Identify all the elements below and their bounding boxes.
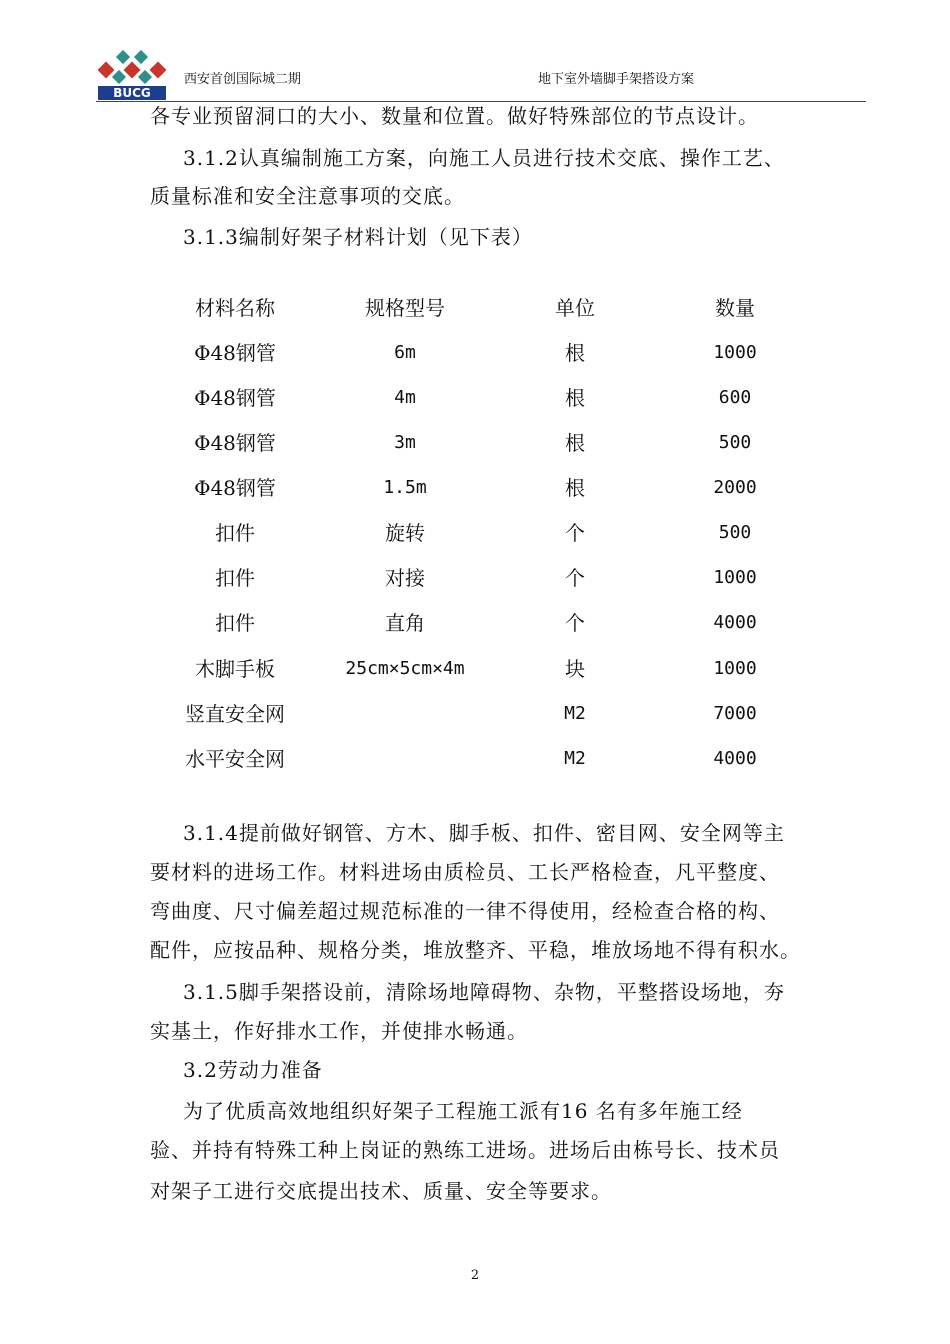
table-cell-quantity: 4000: [713, 748, 757, 769]
table-cell-quantity: 1000: [713, 567, 757, 588]
paragraph-line: 各专业预留洞口的大小、数量和位置。做好特殊部位的节点设计。: [150, 104, 759, 128]
table-cell-quantity: 1000: [713, 658, 757, 679]
paragraph-line: 质量标准和安全注意事项的交底。: [150, 184, 465, 208]
table-header-name: 材料名称: [195, 296, 275, 320]
table-cell-name: Φ48钢管: [194, 476, 276, 500]
table-cell-spec: 6m: [394, 342, 416, 363]
table-cell-unit: M2: [564, 748, 586, 769]
table-cell-quantity: 500: [718, 432, 752, 453]
table-cell-name: Φ48钢管: [194, 431, 276, 455]
header-rule: [96, 101, 866, 102]
table-cell-quantity: 500: [718, 522, 752, 543]
table-cell-spec: 3m: [394, 432, 416, 453]
table-cell-spec: 4m: [394, 387, 416, 408]
paragraph-line: 为了优质高效地组织好架子工程施工派有16 名有多年施工经: [183, 1099, 743, 1123]
table-cell-unit: 个: [565, 521, 585, 545]
table-cell-spec: 25cm×5cm×4m: [345, 658, 465, 679]
paragraph-line: 要材料的进场工作。材料进场由质检员、工长严格检查，凡平整度、: [150, 860, 780, 884]
page-header: [96, 40, 866, 102]
table-cell-quantity: 7000: [713, 703, 757, 724]
table-cell-unit: 个: [565, 611, 585, 635]
table-cell-unit: 根: [565, 476, 585, 500]
paragraph-line: 对架子工进行交底提出技术、质量、安全等要求。: [150, 1179, 612, 1203]
table-cell-unit: 根: [565, 386, 585, 410]
paragraph-line: 配件，应按品种、规格分类，堆放整齐、平稳，堆放场地不得有积水。: [150, 938, 801, 962]
bucg-logo-icon: [96, 46, 168, 102]
header-project-name: 西安首创国际城二期: [184, 72, 302, 87]
paragraph-line: 3.1.2认真编制施工方案，向施工人员进行技术交底、操作工艺、: [183, 146, 785, 170]
table-cell-spec: 旋转: [385, 521, 425, 545]
table-cell-unit: M2: [564, 703, 586, 724]
table-cell-spec: 对接: [385, 566, 425, 590]
table-header-quantity: 数量: [715, 296, 755, 320]
table-header-spec: 规格型号: [365, 296, 445, 320]
table-cell-quantity: 600: [718, 387, 752, 408]
paragraph-line: 3.1.3编制好架子材料计划（见下表）: [183, 225, 533, 249]
table-cell-unit: 根: [565, 341, 585, 365]
table-cell-unit: 块: [565, 657, 585, 681]
table-cell-spec: 直角: [385, 611, 425, 635]
table-cell-unit: 根: [565, 431, 585, 455]
table-cell-name: 扣件: [215, 521, 255, 545]
table-cell-name: Φ48钢管: [194, 341, 276, 365]
page-number: 2: [470, 1268, 480, 1283]
table-cell-quantity: 4000: [713, 612, 757, 633]
section-heading: 3.2劳动力准备: [183, 1058, 323, 1082]
table-cell-name: 扣件: [215, 566, 255, 590]
table-cell-unit: 个: [565, 566, 585, 590]
table-cell-quantity: 2000: [713, 477, 757, 498]
paragraph-line: 实基土，作好排水工作，并使排水畅通。: [150, 1019, 528, 1043]
paragraph-line: 弯曲度、尺寸偏差超过规范标准的一律不得使用，经检查合格的构、: [150, 899, 780, 923]
table-cell-name: 扣件: [215, 611, 255, 635]
table-cell-spec: 1.5m: [383, 477, 427, 498]
paragraph-line: 3.1.5脚手架搭设前，清除场地障碍物、杂物，平整搭设场地，夯: [183, 980, 785, 1004]
table-cell-quantity: 1000: [713, 342, 757, 363]
logo-text: BUCG: [113, 86, 151, 100]
table-cell-name: 水平安全网: [185, 747, 285, 771]
table-cell-name: 竖直安全网: [185, 702, 285, 726]
paragraph-line: 3.1.4提前做好钢管、方木、脚手板、扣件、密目网、安全网等主: [183, 821, 785, 845]
paragraph-line: 验、并持有特殊工种上岗证的熟练工进场。进场后由栋号长、技术员: [150, 1138, 780, 1162]
table-cell-name: Φ48钢管: [194, 386, 276, 410]
header-document-title: 地下室外墙脚手架搭设方案: [538, 72, 695, 87]
table-cell-name: 木脚手板: [195, 657, 275, 681]
table-header-unit: 单位: [555, 296, 595, 320]
